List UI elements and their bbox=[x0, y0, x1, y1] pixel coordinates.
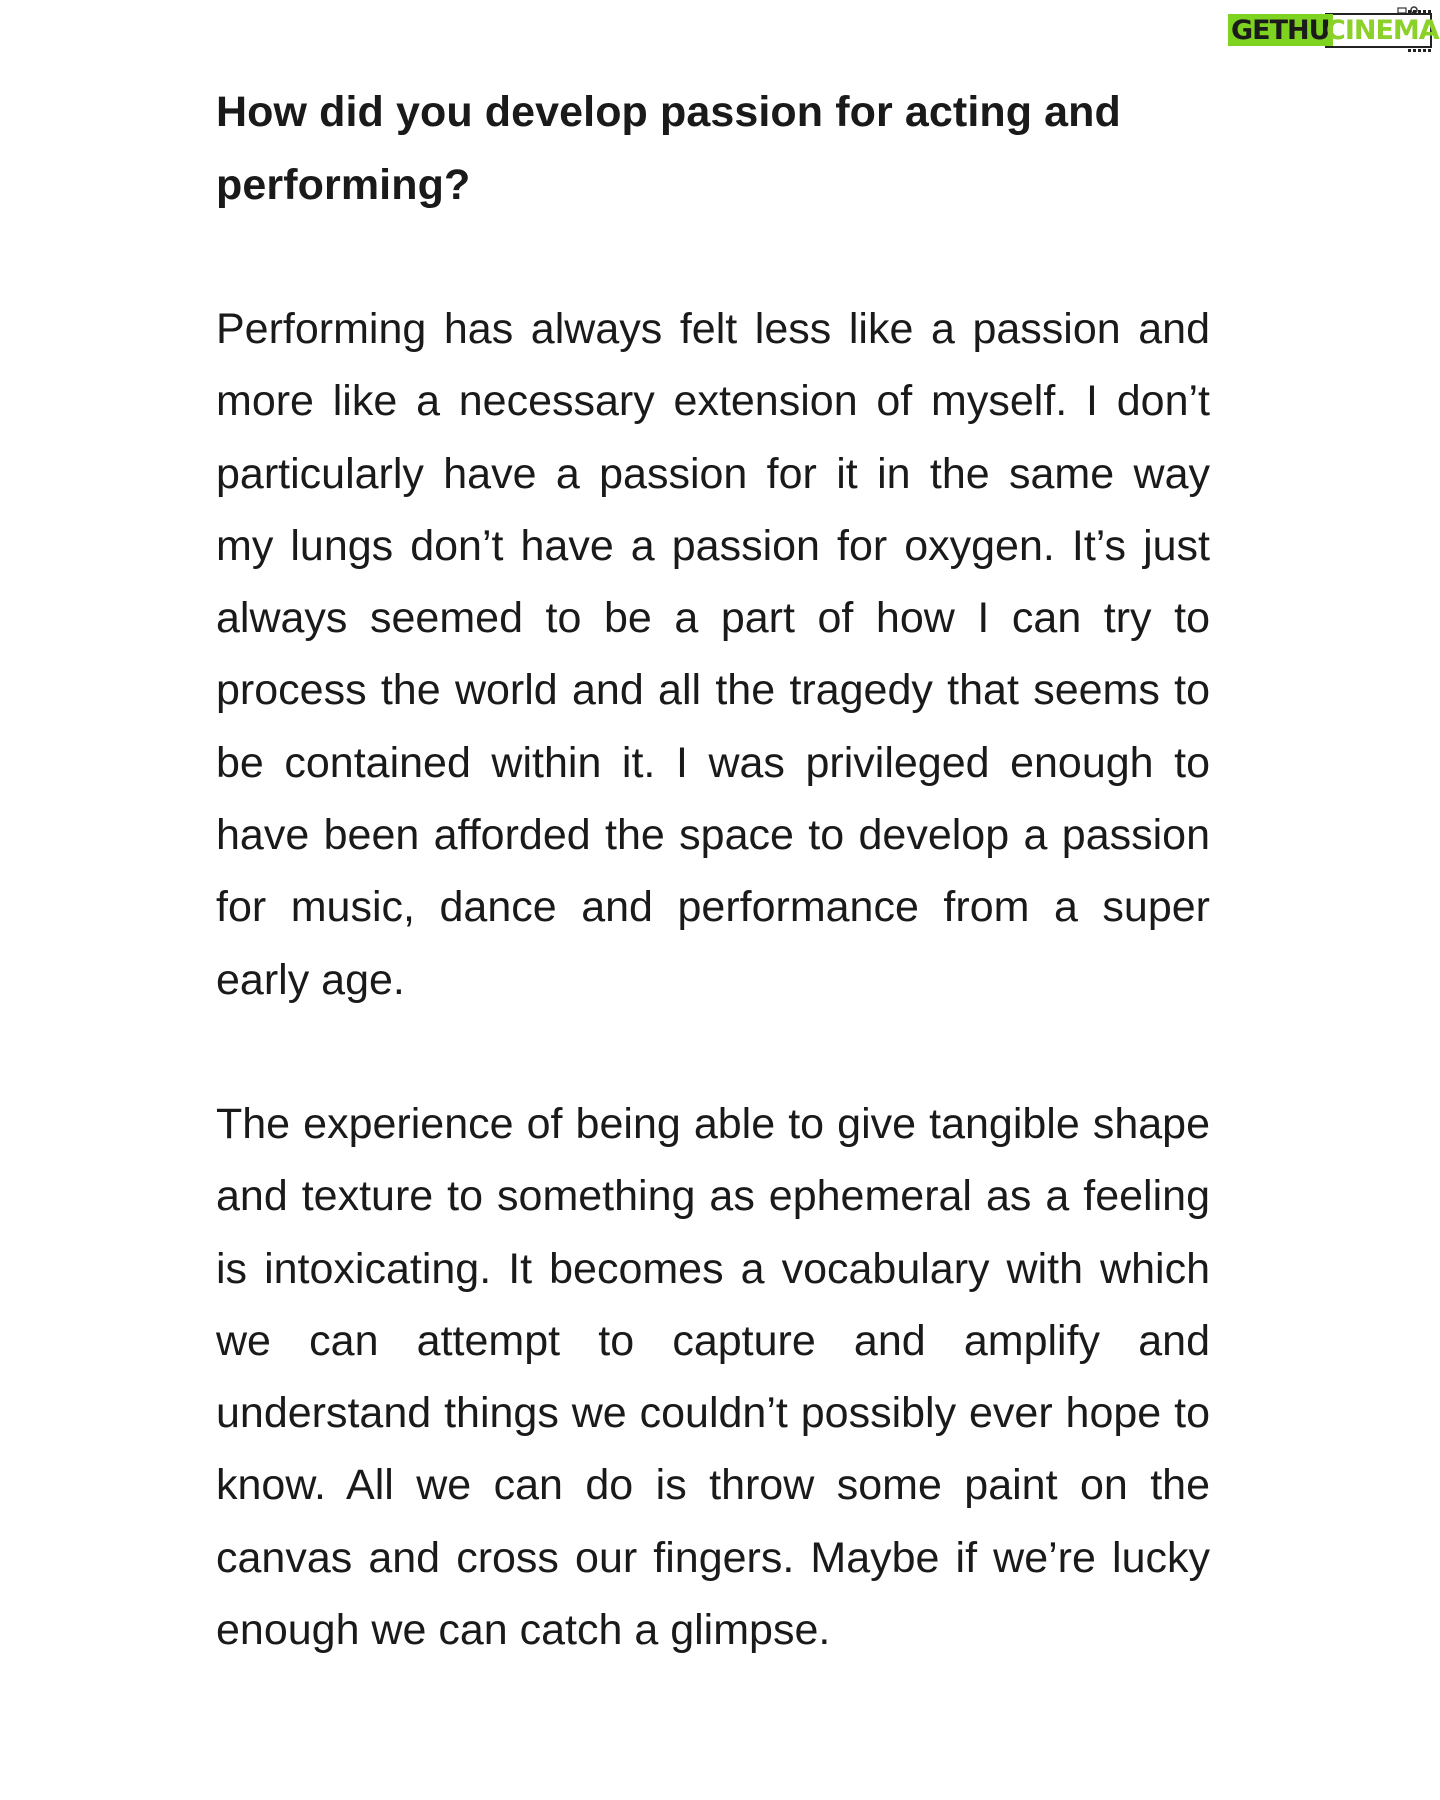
answer-paragraph-1: Performing has always felt less like a passion and more like a necessary extension of myself. I don’t particularly have a passion for it in the same way my lungs don’t have a passion for oxygen. It’s just always seemed to be a part of how I can try to process the world and all the tragedy that seems to be contained within it. I was privileged enough to have been afforded the space to develop a passion for music, dance and performance from a super early age. bbox=[216, 305, 1210, 1004]
watermark-logo bbox=[1222, 6, 1440, 60]
question-heading: How did you develop passion for acting and performing? bbox=[216, 88, 1121, 209]
article-content bbox=[216, 76, 1210, 1666]
answer-paragraph-2: The experience of being able to give tangible shape and texture to something as ephemeral as a feeling is intoxicating. It becomes a vocabulary with which we can attempt to capture and amplify and understand things we couldn’t possibly ever hope to know. All we can do is throw some paint on the canvas and cross our fingers. Maybe if we’re lucky enough we can catch a glimpse. bbox=[216, 1099, 1210, 1655]
watermark-text-gethu: GETHU bbox=[1228, 14, 1333, 46]
watermark-text-cinema: CINEMA bbox=[1326, 15, 1439, 46]
